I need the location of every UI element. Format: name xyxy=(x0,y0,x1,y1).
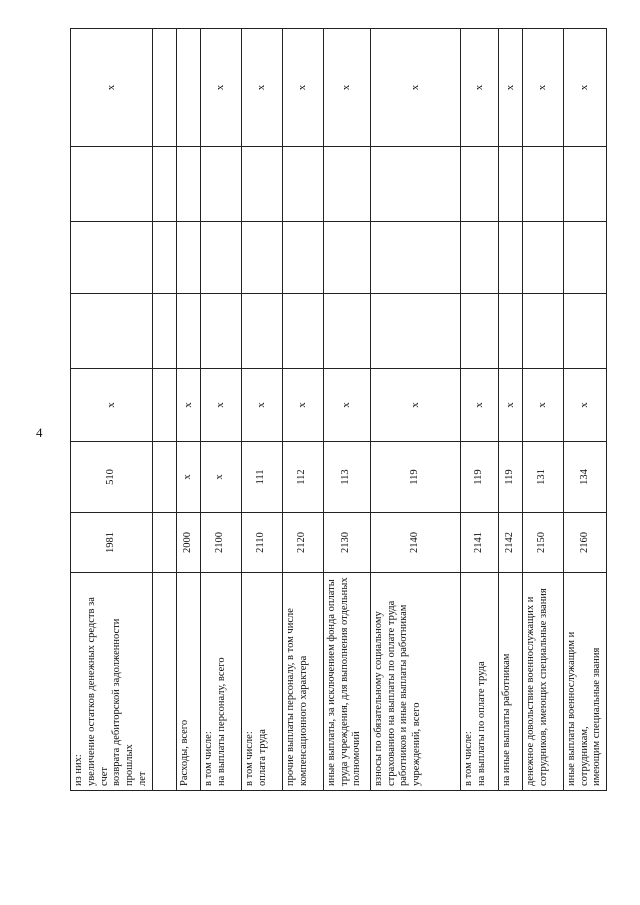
row-name-line: работников и иные выплаты работникам xyxy=(398,604,410,786)
row-col5-cell xyxy=(498,294,522,369)
row-col6-cell xyxy=(323,222,370,294)
row-col7-cell xyxy=(241,147,282,222)
row-col8-cell: х xyxy=(323,29,370,147)
row-col7-cell xyxy=(460,147,498,222)
row-col5-cell xyxy=(323,294,370,369)
row-col5-cell xyxy=(563,294,606,369)
row-col5-cell xyxy=(460,294,498,369)
row-name-line: оплата труда xyxy=(256,729,268,786)
row-name-line: прочие выплаты персоналу, в том числе xyxy=(284,608,296,786)
row-col6-cell xyxy=(460,222,498,294)
budget-table xyxy=(70,28,607,791)
row-code-cell xyxy=(152,513,176,573)
row-col6-cell xyxy=(563,222,606,294)
row-name-cell xyxy=(282,573,323,791)
row-col6-cell xyxy=(152,222,176,294)
row-name-line: лет xyxy=(136,771,148,786)
row-col5-cell xyxy=(370,294,460,369)
row-name-line: Расходы, всего xyxy=(178,719,190,786)
row-col7-cell xyxy=(282,147,323,222)
row-col6-cell xyxy=(522,222,563,294)
row-col5-cell xyxy=(282,294,323,369)
page-number: 4 xyxy=(36,425,43,440)
row-name-cell xyxy=(71,573,153,791)
row-col7-cell xyxy=(176,147,200,222)
table-row xyxy=(460,29,498,791)
row-name-line: страхованию на выплаты по оплате труда xyxy=(385,600,397,786)
row-code-cell: 2150 xyxy=(522,513,563,573)
row-col8-cell: х xyxy=(460,29,498,147)
row-code-cell: 2130 xyxy=(323,513,370,573)
table-row xyxy=(176,29,200,791)
row-col8-cell: х xyxy=(522,29,563,147)
row-name-cell xyxy=(498,573,522,791)
row-col7-cell xyxy=(323,147,370,222)
row-col5-cell xyxy=(200,294,241,369)
row-code-cell: 2110 xyxy=(241,513,282,573)
row-col4-cell: х xyxy=(460,369,498,442)
row-kbk-cell: х xyxy=(200,442,241,513)
table-row xyxy=(563,29,606,791)
row-kbk-cell: 131 xyxy=(522,442,563,513)
row-name-line: на выплаты по оплате труда xyxy=(475,661,487,786)
row-col4-cell: х xyxy=(563,369,606,442)
row-kbk-cell: 134 xyxy=(563,442,606,513)
row-col7-cell xyxy=(498,147,522,222)
row-col8-cell xyxy=(152,29,176,147)
row-col6-cell xyxy=(200,222,241,294)
row-col4-cell: х xyxy=(522,369,563,442)
row-kbk-cell: 119 xyxy=(370,442,460,513)
row-code-cell: 2120 xyxy=(282,513,323,573)
row-col8-cell: х xyxy=(241,29,282,147)
row-name-line: учреждений, всего xyxy=(411,702,423,786)
row-code-cell: 2100 xyxy=(200,513,241,573)
table-row xyxy=(200,29,241,791)
table-row xyxy=(152,29,176,791)
row-col7-cell xyxy=(152,147,176,222)
row-col5-cell xyxy=(71,294,153,369)
row-name-line: компенсационного характера xyxy=(297,655,309,786)
row-name-line: сотрудников, имеющих специальные звания xyxy=(537,588,549,786)
row-name-cell xyxy=(176,573,200,791)
row-col6-cell xyxy=(498,222,522,294)
row-kbk-cell: 119 xyxy=(460,442,498,513)
row-name-line: возврата дебиторской задолженности прошлых xyxy=(111,618,136,786)
row-col6-cell xyxy=(176,222,200,294)
row-name-line: взносы по обязательному социальному xyxy=(372,611,384,786)
row-col8-cell: х xyxy=(370,29,460,147)
row-col5-cell xyxy=(152,294,176,369)
row-name-cell xyxy=(522,573,563,791)
row-col7-cell xyxy=(563,147,606,222)
table-row xyxy=(522,29,563,791)
row-col8-cell: х xyxy=(282,29,323,147)
row-col8-cell: х xyxy=(563,29,606,147)
row-col8-cell: х xyxy=(498,29,522,147)
row-kbk-cell: 113 xyxy=(323,442,370,513)
row-name-line: из них: xyxy=(73,754,84,786)
row-col6-cell xyxy=(71,222,153,294)
row-col6-cell xyxy=(241,222,282,294)
row-code-cell: 2160 xyxy=(563,513,606,573)
row-kbk-cell: х xyxy=(176,442,200,513)
row-name-line: увеличение остатков денежных средств за счет xyxy=(85,597,110,786)
row-kbk-cell: 510 xyxy=(71,442,153,513)
table-row xyxy=(241,29,282,791)
row-code-cell: 2141 xyxy=(460,513,498,573)
row-col4-cell: х xyxy=(200,369,241,442)
rotated-table-container xyxy=(70,29,603,791)
row-col4-cell xyxy=(152,369,176,442)
row-kbk-cell: 111 xyxy=(241,442,282,513)
row-kbk-cell: 112 xyxy=(282,442,323,513)
row-col7-cell xyxy=(71,147,153,222)
row-name-cell xyxy=(563,573,606,791)
table-row xyxy=(71,29,153,791)
row-col5-cell xyxy=(176,294,200,369)
row-col4-cell: х xyxy=(176,369,200,442)
row-name-line: иные выплаты военнослужащим и сотрудникам, xyxy=(565,631,590,786)
row-col5-cell xyxy=(522,294,563,369)
row-kbk-cell: 119 xyxy=(498,442,522,513)
row-col6-cell xyxy=(370,222,460,294)
row-code-cell: 2142 xyxy=(498,513,522,573)
table-row xyxy=(370,29,460,791)
row-code-cell: 1981 xyxy=(71,513,153,573)
row-col4-cell: х xyxy=(71,369,153,442)
row-name-cell xyxy=(460,573,498,791)
row-col4-cell: х xyxy=(370,369,460,442)
row-col4-cell: х xyxy=(498,369,522,442)
table-row xyxy=(323,29,370,791)
row-name-line: иные выплаты, за исключением фонда оплаты xyxy=(325,579,337,786)
row-name-cell xyxy=(323,573,370,791)
row-name-line: полномочий xyxy=(351,731,363,786)
row-col6-cell xyxy=(282,222,323,294)
row-name-cell xyxy=(152,573,176,791)
row-name-cell xyxy=(241,573,282,791)
row-col4-cell: х xyxy=(323,369,370,442)
row-code-cell: 2140 xyxy=(370,513,460,573)
row-col7-cell xyxy=(200,147,241,222)
table-row xyxy=(498,29,522,791)
table-row xyxy=(282,29,323,791)
row-name-cell xyxy=(200,573,241,791)
row-name-line: в том числе: xyxy=(202,731,214,786)
row-col5-cell xyxy=(241,294,282,369)
row-col8-cell: х xyxy=(71,29,153,147)
row-code-cell: 2000 xyxy=(176,513,200,573)
row-col8-cell: х xyxy=(200,29,241,147)
row-name-cell xyxy=(370,573,460,791)
row-name-line: денежное довольствие военнослужащих и xyxy=(524,596,536,786)
row-name-line: в том числе: xyxy=(243,731,255,786)
row-col4-cell: х xyxy=(282,369,323,442)
row-name-line: имеющим специальные звания xyxy=(591,647,603,786)
row-col7-cell xyxy=(522,147,563,222)
row-name-line: в том числе: xyxy=(462,731,474,786)
row-col4-cell: х xyxy=(241,369,282,442)
row-name-line: труда учреждения, для выполнения отдельных xyxy=(338,577,350,786)
row-kbk-cell xyxy=(152,442,176,513)
row-col7-cell xyxy=(370,147,460,222)
row-name-line: на иные выплаты работникам xyxy=(500,653,512,786)
row-col8-cell xyxy=(176,29,200,147)
row-name-line: на выплаты персоналу, всего xyxy=(215,657,227,786)
